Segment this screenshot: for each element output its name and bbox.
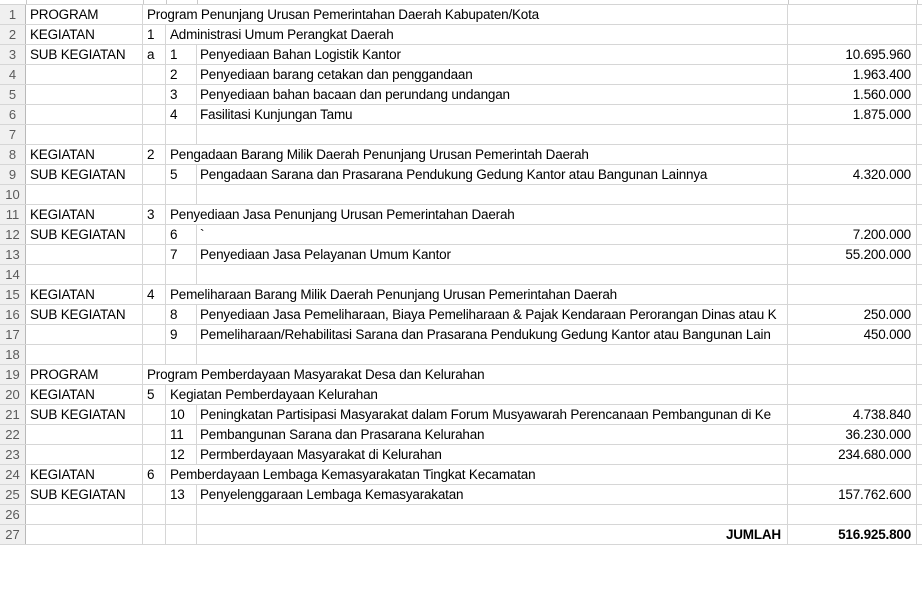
cell-kegiatan-number[interactable]	[143, 405, 166, 424]
grid-filler	[917, 525, 922, 544]
spreadsheet-row	[0, 465, 922, 485]
cell-amount[interactable]	[788, 345, 917, 364]
row-header[interactable]: 7	[0, 125, 26, 144]
row-header[interactable]: 18	[0, 345, 26, 364]
grid-filler	[917, 45, 922, 64]
column-gridline-stub	[26, 0, 27, 4]
spreadsheet-row	[0, 505, 922, 525]
cell-sub-number[interactable]: 2	[166, 65, 197, 84]
grid-filler	[917, 365, 922, 384]
row-header[interactable]: 2	[0, 25, 26, 44]
cell-sub-number[interactable]: 11	[166, 425, 197, 444]
cell-kegiatan-number[interactable]	[143, 105, 166, 124]
grid-filler	[917, 65, 922, 84]
cell-amount[interactable]: 1.875.000	[788, 105, 917, 124]
row-header[interactable]: 13	[0, 245, 26, 264]
cell-description[interactable]: `	[197, 225, 788, 244]
cell-sub-number[interactable]	[166, 265, 197, 284]
grid-filler	[917, 5, 922, 24]
cell-row-label[interactable]: PROGRAM	[26, 5, 143, 24]
cell-amount[interactable]: 4.738.840	[788, 405, 917, 424]
cell-kegiatan-number[interactable]	[143, 445, 166, 464]
cell-row-label[interactable]	[26, 85, 143, 104]
cell-kegiatan-number[interactable]	[143, 525, 166, 544]
cell-kegiatan-number[interactable]: 4	[143, 285, 166, 304]
grid-filler	[917, 85, 922, 104]
grid-filler	[917, 305, 922, 324]
spreadsheet-row	[0, 85, 922, 105]
cell-description[interactable]: Penyediaan Bahan Logistik Kantor	[197, 45, 788, 64]
cell-description[interactable]: Pengadaan Barang Milik Daerah Penunjang Urusan Pemerintah Daerah	[166, 145, 788, 164]
row-header[interactable]: 11	[0, 205, 26, 224]
row-header[interactable]: 14	[0, 265, 26, 284]
cell-row-label[interactable]: SUB KEGIATAN	[26, 45, 143, 64]
row-header[interactable]: 27	[0, 525, 26, 544]
cell-row-label[interactable]	[26, 345, 143, 364]
column-header-sliver	[0, 0, 922, 5]
spreadsheet-row	[0, 345, 922, 365]
grid-filler	[917, 285, 922, 304]
grid-filler	[917, 445, 922, 464]
cell-row-label[interactable]: SUB KEGIATAN	[26, 225, 143, 244]
cell-total-label[interactable]: JUMLAH	[197, 525, 788, 544]
spreadsheet-row	[0, 25, 922, 45]
grid-filler	[917, 425, 922, 444]
row-header[interactable]: 15	[0, 285, 26, 304]
cell-amount[interactable]: 1.560.000	[788, 85, 917, 104]
cell-row-label[interactable]: KEGIATAN	[26, 25, 143, 44]
grid-filler	[917, 265, 922, 284]
spreadsheet-row	[0, 145, 922, 165]
cell-kegiatan-number[interactable]	[143, 265, 166, 284]
row-header[interactable]: 12	[0, 225, 26, 244]
cell-sub-number[interactable]	[166, 525, 197, 544]
cell-description[interactable]: Peningkatan Partisipasi Masyarakat dalam Forum Musyawarah Perencanaan Pembangunan di Ke	[197, 405, 788, 424]
cell-description[interactable]: Pembangunan Sarana dan Prasarana Kelurahan	[197, 425, 788, 444]
cell-description[interactable]: Administrasi Umum Perangkat Daerah	[166, 25, 788, 44]
cell-row-label[interactable]	[26, 65, 143, 84]
cell-kegiatan-number[interactable]: 2	[143, 145, 166, 164]
row-header[interactable]: 25	[0, 485, 26, 504]
cell-sub-number[interactable]: 6	[166, 225, 197, 244]
row-header[interactable]: 22	[0, 425, 26, 444]
cell-kegiatan-number[interactable]: 3	[143, 205, 166, 224]
spreadsheet-row	[0, 125, 922, 145]
spreadsheet-row	[0, 325, 922, 345]
row-header[interactable]: 23	[0, 445, 26, 464]
spreadsheet-row	[0, 405, 922, 425]
column-gridline-stub	[917, 0, 918, 4]
grid-filler	[917, 405, 922, 424]
cell-description[interactable]: Permberdayaan Masyarakat di Kelurahan	[197, 445, 788, 464]
cell-sub-number[interactable]: 9	[166, 325, 197, 344]
cell-row-label[interactable]	[26, 325, 143, 344]
cell-row-label[interactable]	[26, 505, 143, 524]
cell-row-label[interactable]: KEGIATAN	[26, 285, 143, 304]
cell-description[interactable]: Pemeliharaan Barang Milik Daerah Penunjang Urusan Pemerintahan Daerah	[166, 285, 788, 304]
cell-sub-number[interactable]: 8	[166, 305, 197, 324]
grid-filler	[917, 465, 922, 484]
spreadsheet-row	[0, 165, 922, 185]
cell-sub-number[interactable]	[166, 185, 197, 204]
cell-kegiatan-number[interactable]	[143, 345, 166, 364]
cell-amount[interactable]	[788, 265, 917, 284]
grid-filler	[917, 145, 922, 164]
cell-row-label[interactable]: PROGRAM	[26, 365, 143, 384]
cell-kegiatan-number[interactable]	[143, 245, 166, 264]
cell-description[interactable]: Penyelenggaraan Lembaga Kemasyarakatan	[197, 485, 788, 504]
cell-kegiatan-number[interactable]	[143, 305, 166, 324]
cell-description[interactable]	[197, 125, 788, 144]
row-header[interactable]: 6	[0, 105, 26, 124]
cell-row-label[interactable]	[26, 185, 143, 204]
spreadsheet-row	[0, 285, 922, 305]
cell-description[interactable]: Kegiatan Pemberdayaan Kelurahan	[166, 385, 788, 404]
cell-row-label[interactable]: KEGIATAN	[26, 205, 143, 224]
cell-amount[interactable]	[788, 365, 917, 384]
cell-description[interactable]: Penyediaan bahan bacaan dan perundang undangan	[197, 85, 788, 104]
spreadsheet-row	[0, 265, 922, 285]
spreadsheet-row	[0, 485, 922, 505]
cell-amount[interactable]: 157.762.600	[788, 485, 917, 504]
cell-description[interactable]: Pemberdayaan Lembaga Kemasyarakatan Tingkat Kecamatan	[166, 465, 788, 484]
cell-amount[interactable]	[788, 505, 917, 524]
cell-sub-number[interactable]: 13	[166, 485, 197, 504]
grid-filler	[917, 25, 922, 44]
grid-filler	[917, 385, 922, 404]
column-gridline-stub	[197, 0, 198, 4]
cell-description[interactable]: Program Pemberdayaan Masyarakat Desa dan Kelurahan	[143, 365, 788, 384]
grid-filler	[917, 105, 922, 124]
row-header[interactable]: 8	[0, 145, 26, 164]
row-header[interactable]: 1	[0, 5, 26, 24]
cell-sub-number[interactable]: 1	[166, 45, 197, 64]
row-header[interactable]: 21	[0, 405, 26, 424]
row-header[interactable]: 17	[0, 325, 26, 344]
row-header[interactable]: 4	[0, 65, 26, 84]
row-header[interactable]: 5	[0, 85, 26, 104]
cell-row-label[interactable]: SUB KEGIATAN	[26, 485, 143, 504]
cell-amount[interactable]	[788, 385, 917, 404]
spreadsheet-row	[0, 425, 922, 445]
cell-kegiatan-number[interactable]	[143, 505, 166, 524]
cell-kegiatan-number[interactable]: 6	[143, 465, 166, 484]
cell-amount[interactable]: 7.200.000	[788, 225, 917, 244]
cell-description[interactable]	[197, 345, 788, 364]
cell-amount[interactable]: 1.963.400	[788, 65, 917, 84]
cell-amount[interactable]: 36.230.000	[788, 425, 917, 444]
row-header[interactable]: 3	[0, 45, 26, 64]
spreadsheet-row	[0, 245, 922, 265]
cell-amount[interactable]	[788, 5, 917, 24]
grid-filler	[917, 505, 922, 524]
cell-row-label[interactable]: KEGIATAN	[26, 145, 143, 164]
cell-description[interactable]: Penyediaan Jasa Pelayanan Umum Kantor	[197, 245, 788, 264]
cell-description[interactable]: Penyediaan Jasa Penunjang Urusan Pemerintahan Daerah	[166, 205, 788, 224]
cell-total-amount[interactable]: 516.925.800	[788, 525, 917, 544]
cell-kegiatan-number[interactable]	[143, 125, 166, 144]
cell-kegiatan-number[interactable]: 5	[143, 385, 166, 404]
cell-kegiatan-number[interactable]	[143, 85, 166, 104]
row-header[interactable]: 26	[0, 505, 26, 524]
cell-description[interactable]: Program Penunjang Urusan Pemerintahan Daerah Kabupaten/Kota	[143, 5, 788, 24]
cell-sub-number[interactable]: 3	[166, 85, 197, 104]
spreadsheet-row	[0, 385, 922, 405]
cell-row-label[interactable]: KEGIATAN	[26, 385, 143, 404]
cell-sub-number[interactable]: 12	[166, 445, 197, 464]
cell-row-label[interactable]	[26, 265, 143, 284]
cell-amount[interactable]	[788, 125, 917, 144]
column-gridline-stub	[143, 0, 144, 4]
grid-filler	[917, 225, 922, 244]
cell-amount[interactable]: 4.320.000	[788, 165, 917, 184]
cell-row-label[interactable]: SUB KEGIATAN	[26, 165, 143, 184]
spreadsheet-row	[0, 5, 922, 25]
cell-row-label[interactable]	[26, 125, 143, 144]
spreadsheet-row	[0, 365, 922, 385]
cell-sub-number[interactable]	[166, 125, 197, 144]
cell-sub-number[interactable]: 4	[166, 105, 197, 124]
cell-amount[interactable]: 55.200.000	[788, 245, 917, 264]
spreadsheet-row	[0, 205, 922, 225]
grid-filler	[917, 165, 922, 184]
cell-row-label[interactable]	[26, 105, 143, 124]
cell-sub-number[interactable]	[166, 345, 197, 364]
cell-amount[interactable]: 250.000	[788, 305, 917, 324]
cell-amount[interactable]: 450.000	[788, 325, 917, 344]
grid-filler	[917, 205, 922, 224]
spreadsheet-row	[0, 445, 922, 465]
cell-row-label[interactable]: KEGIATAN	[26, 465, 143, 484]
cell-description[interactable]: Pengadaan Sarana dan Prasarana Pendukung Gedung Kantor atau Bangunan Lainnya	[197, 165, 788, 184]
cell-row-label[interactable]	[26, 425, 143, 444]
cell-description[interactable]: Pemeliharaan/Rehabilitasi Sarana dan Prasarana Pendukung Gedung Kantor atau Bangunan Lain	[197, 325, 788, 344]
row-header[interactable]: 9	[0, 165, 26, 184]
cell-amount[interactable]	[788, 145, 917, 164]
cell-row-label[interactable]	[26, 525, 143, 544]
spreadsheet-row	[0, 185, 922, 205]
row-header[interactable]: 16	[0, 305, 26, 324]
row-header[interactable]: 24	[0, 465, 26, 484]
grid-filler	[917, 125, 922, 144]
cell-amount[interactable]: 10.695.960	[788, 45, 917, 64]
cell-kegiatan-number[interactable]	[143, 65, 166, 84]
grid-filler	[917, 485, 922, 504]
row-header[interactable]: 20	[0, 385, 26, 404]
cell-amount[interactable]	[788, 465, 917, 484]
cell-amount[interactable]	[788, 285, 917, 304]
cell-sub-number[interactable]: 10	[166, 405, 197, 424]
spreadsheet-row	[0, 225, 922, 245]
cell-kegiatan-number[interactable]	[143, 485, 166, 504]
spreadsheet-row	[0, 65, 922, 85]
grid-filler	[917, 245, 922, 264]
row-header[interactable]: 19	[0, 365, 26, 384]
cell-row-label[interactable]: SUB KEGIATAN	[26, 405, 143, 424]
cell-description[interactable]	[197, 185, 788, 204]
grid-filler	[917, 185, 922, 204]
cell-amount[interactable]	[788, 25, 917, 44]
cell-sub-number[interactable]: 5	[166, 165, 197, 184]
cell-amount[interactable]: 234.680.000	[788, 445, 917, 464]
cell-sub-number[interactable]: 7	[166, 245, 197, 264]
spreadsheet-row	[0, 105, 922, 125]
cell-kegiatan-number[interactable]	[143, 425, 166, 444]
spreadsheet-row	[0, 305, 922, 325]
cell-description[interactable]: Fasilitasi Kunjungan Tamu	[197, 105, 788, 124]
cell-amount[interactable]	[788, 205, 917, 224]
cell-kegiatan-number[interactable]: a	[143, 45, 166, 64]
cell-row-label[interactable]	[26, 445, 143, 464]
cell-kegiatan-number[interactable]: 1	[143, 25, 166, 44]
cell-description[interactable]	[197, 265, 788, 284]
cell-kegiatan-number[interactable]	[143, 165, 166, 184]
row-header[interactable]: 10	[0, 185, 26, 204]
cell-kegiatan-number[interactable]	[143, 225, 166, 244]
cell-description[interactable]: Penyediaan barang cetakan dan penggandaan	[197, 65, 788, 84]
cell-description[interactable]	[197, 505, 788, 524]
spreadsheet-row-total	[0, 525, 922, 545]
cell-description[interactable]: Penyediaan Jasa Pemeliharaan, Biaya Pemeliharaan & Pajak Kendaraan Perorangan Dinas atau K	[197, 305, 788, 324]
spreadsheet-row	[0, 45, 922, 65]
grid-filler	[917, 345, 922, 364]
cell-kegiatan-number[interactable]	[143, 325, 166, 344]
column-gridline-stub	[166, 0, 167, 4]
column-gridline-stub	[788, 0, 789, 4]
cell-sub-number[interactable]	[166, 505, 197, 524]
cell-kegiatan-number[interactable]	[143, 185, 166, 204]
cell-row-label[interactable]: SUB KEGIATAN	[26, 305, 143, 324]
grid-filler	[917, 325, 922, 344]
cell-row-label[interactable]	[26, 245, 143, 264]
cell-amount[interactable]	[788, 185, 917, 204]
